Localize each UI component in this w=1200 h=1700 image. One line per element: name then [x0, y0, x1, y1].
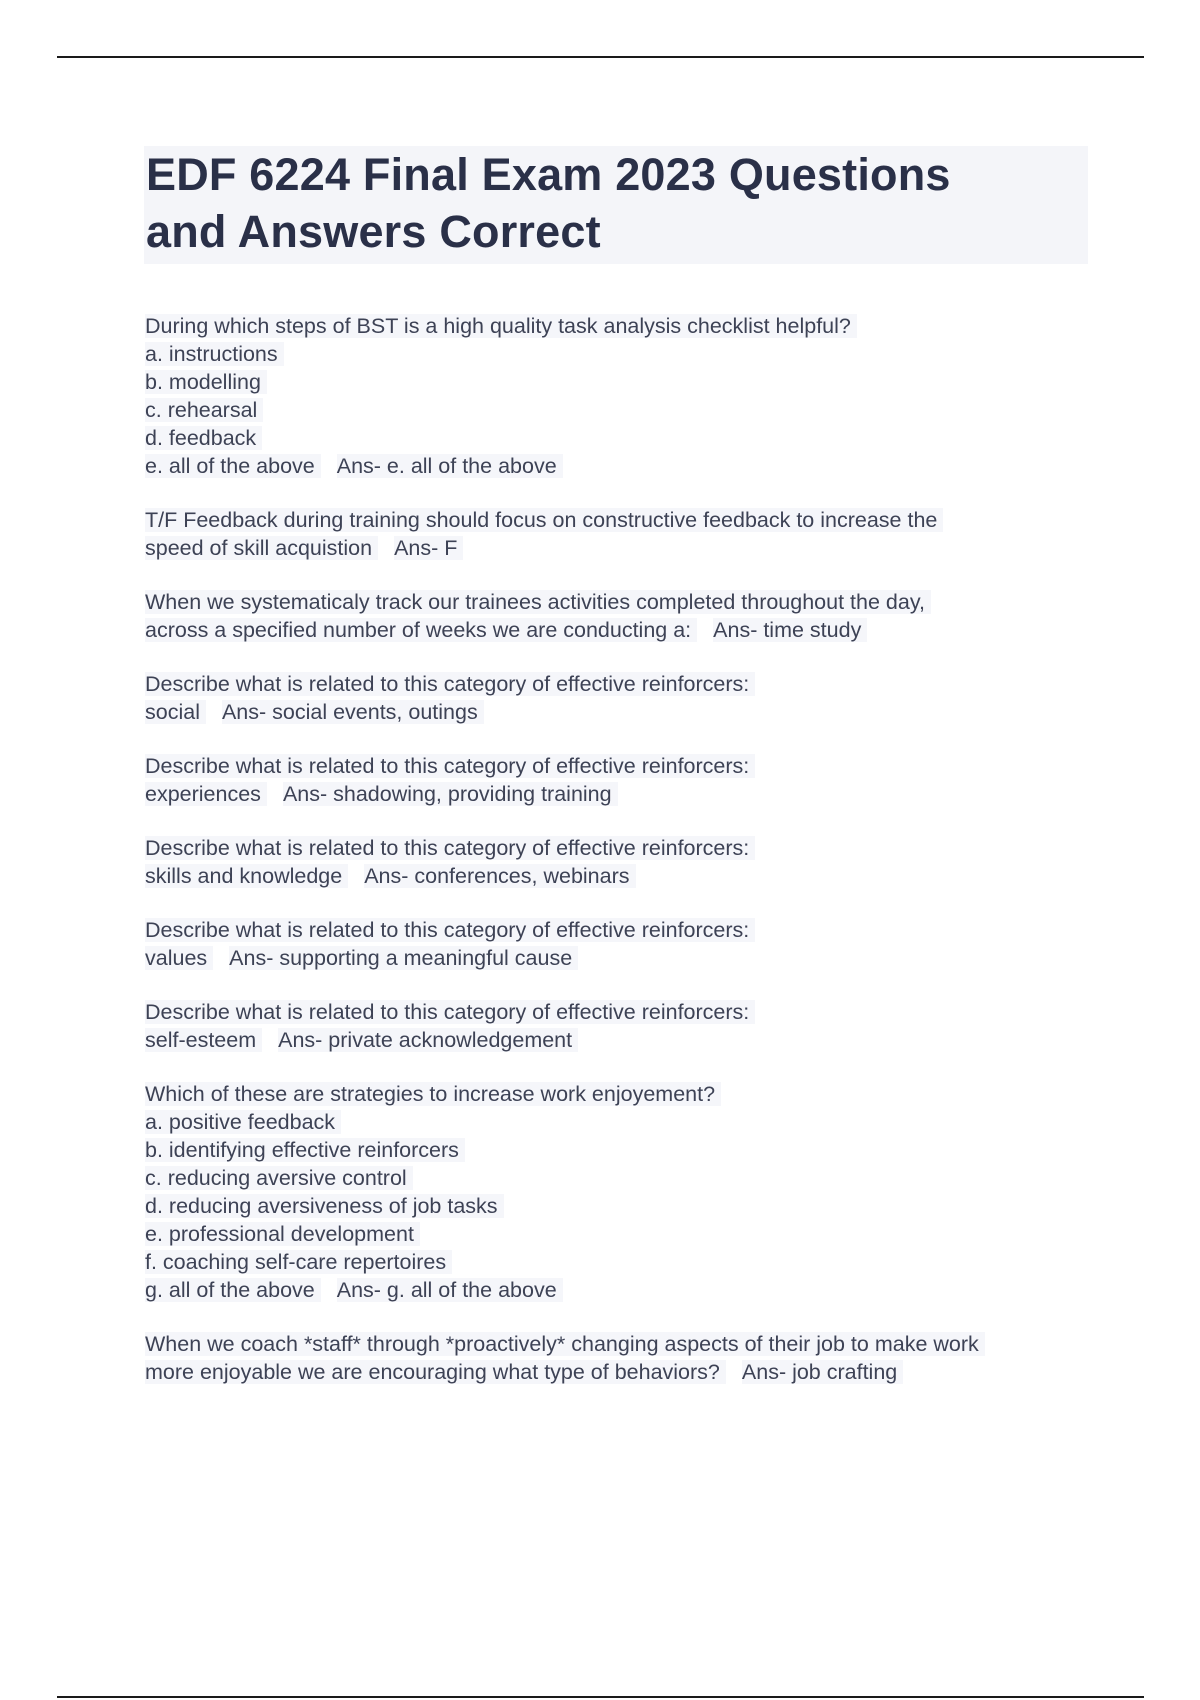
qa-item [145, 312, 1095, 480]
question-line [145, 1276, 1095, 1304]
answer-text: Ans- social events, outings [222, 700, 484, 724]
question-line [145, 698, 1095, 726]
line-text: Describe what is related to this category of effective reinforcers: [145, 836, 755, 860]
question-line [145, 340, 1095, 368]
question-line [145, 1248, 1095, 1276]
question-line [145, 1108, 1095, 1136]
line-text: Describe what is related to this category of effective reinforcers: [145, 672, 755, 696]
qa-item [145, 670, 1095, 726]
qa-item [145, 834, 1095, 890]
line-text: speed of skill acquistion [145, 536, 378, 560]
answer-text: Ans- job crafting [742, 1360, 903, 1384]
line-text: When we coach *staff* through *proactively* changing aspects of their job to make work [145, 1332, 985, 1356]
line-text: social [145, 700, 206, 724]
line-text: Describe what is related to this category of effective reinforcers: [145, 754, 755, 778]
question-text [145, 834, 1095, 862]
line-text: e. all of the above [145, 454, 321, 478]
question-line [145, 1164, 1095, 1192]
question-line [145, 780, 1095, 808]
line-text: T/F Feedback during training should focus on constructive feedback to increase the [145, 508, 943, 532]
line-text: f. coaching self-care repertoires [145, 1250, 452, 1274]
line-text: g. all of the above [145, 1278, 321, 1302]
title-block [144, 146, 1088, 264]
qa-item [145, 752, 1095, 808]
qa-item [145, 916, 1095, 972]
question-text [145, 998, 1095, 1026]
answer-text: Ans- shadowing, providing training [283, 782, 618, 806]
line-text: c. rehearsal [145, 398, 263, 422]
line-text: e. professional development [145, 1222, 420, 1246]
question-line [145, 424, 1095, 452]
answer-text: Ans- time study [713, 618, 867, 642]
top-rule [57, 56, 1144, 58]
answer-text: Ans- supporting a meaningful cause [229, 946, 578, 970]
title-line-1: EDF 6224 Final Exam 2023 Questions [146, 149, 951, 200]
question-line [145, 1192, 1095, 1220]
answer-text: Ans- private acknowledgement [278, 1028, 578, 1052]
question-text [145, 670, 1095, 698]
answer-text: Ans- g. all of the above [337, 1278, 563, 1302]
line-text: across a specified number of weeks we are conducting a: [145, 618, 697, 642]
question-line [145, 1136, 1095, 1164]
line-text: a. instructions [145, 342, 284, 366]
qa-item [145, 588, 1095, 644]
question-text [145, 588, 1095, 616]
line-text: b. modelling [145, 370, 267, 394]
answer-text: Ans- F [394, 536, 463, 560]
question-text [145, 1330, 1095, 1358]
question-line [145, 1026, 1095, 1054]
question-text [145, 752, 1095, 780]
question-line [145, 1220, 1095, 1248]
line-text: d. feedback [145, 426, 262, 450]
line-text: b. identifying effective reinforcers [145, 1138, 465, 1162]
page-title [146, 146, 1088, 260]
answer-text: Ans- e. all of the above [337, 454, 563, 478]
bottom-rule [57, 1696, 1144, 1698]
line-text: values [145, 946, 213, 970]
line-text: Describe what is related to this category of effective reinforcers: [145, 1000, 755, 1024]
question-line [145, 944, 1095, 972]
question-line [145, 1358, 1095, 1386]
question-text [145, 506, 1095, 534]
line-text: a. positive feedback [145, 1110, 341, 1134]
qa-item [145, 1080, 1095, 1304]
line-text: self-esteem [145, 1028, 262, 1052]
line-text: skills and knowledge [145, 864, 348, 888]
question-line [145, 616, 1095, 644]
question-text [145, 916, 1095, 944]
question-line [145, 396, 1095, 424]
line-text: Describe what is related to this category of effective reinforcers: [145, 918, 755, 942]
line-text: experiences [145, 782, 267, 806]
qa-item [145, 506, 1095, 562]
question-line [145, 862, 1095, 890]
line-text: Which of these are strategies to increase work enjoyement? [145, 1082, 721, 1106]
question-line [145, 452, 1095, 480]
title-line-2: and Answers Correct [146, 206, 601, 257]
line-text: c. reducing aversive control [145, 1166, 413, 1190]
question-text [145, 312, 1095, 340]
line-text: During which steps of BST is a high quality task analysis checklist helpful? [145, 314, 857, 338]
line-text: When we systematicaly track our trainees activities completed throughout the day, [145, 590, 931, 614]
qa-item [145, 1330, 1095, 1386]
line-text: d. reducing aversiveness of job tasks [145, 1194, 504, 1218]
question-text [145, 1080, 1095, 1108]
qa-item [145, 998, 1095, 1054]
qa-list [145, 312, 1095, 1412]
question-line [145, 368, 1095, 396]
line-text: more enjoyable we are encouraging what type of behaviors? [145, 1360, 726, 1384]
question-line [145, 534, 1095, 562]
answer-text: Ans- conferences, webinars [364, 864, 635, 888]
